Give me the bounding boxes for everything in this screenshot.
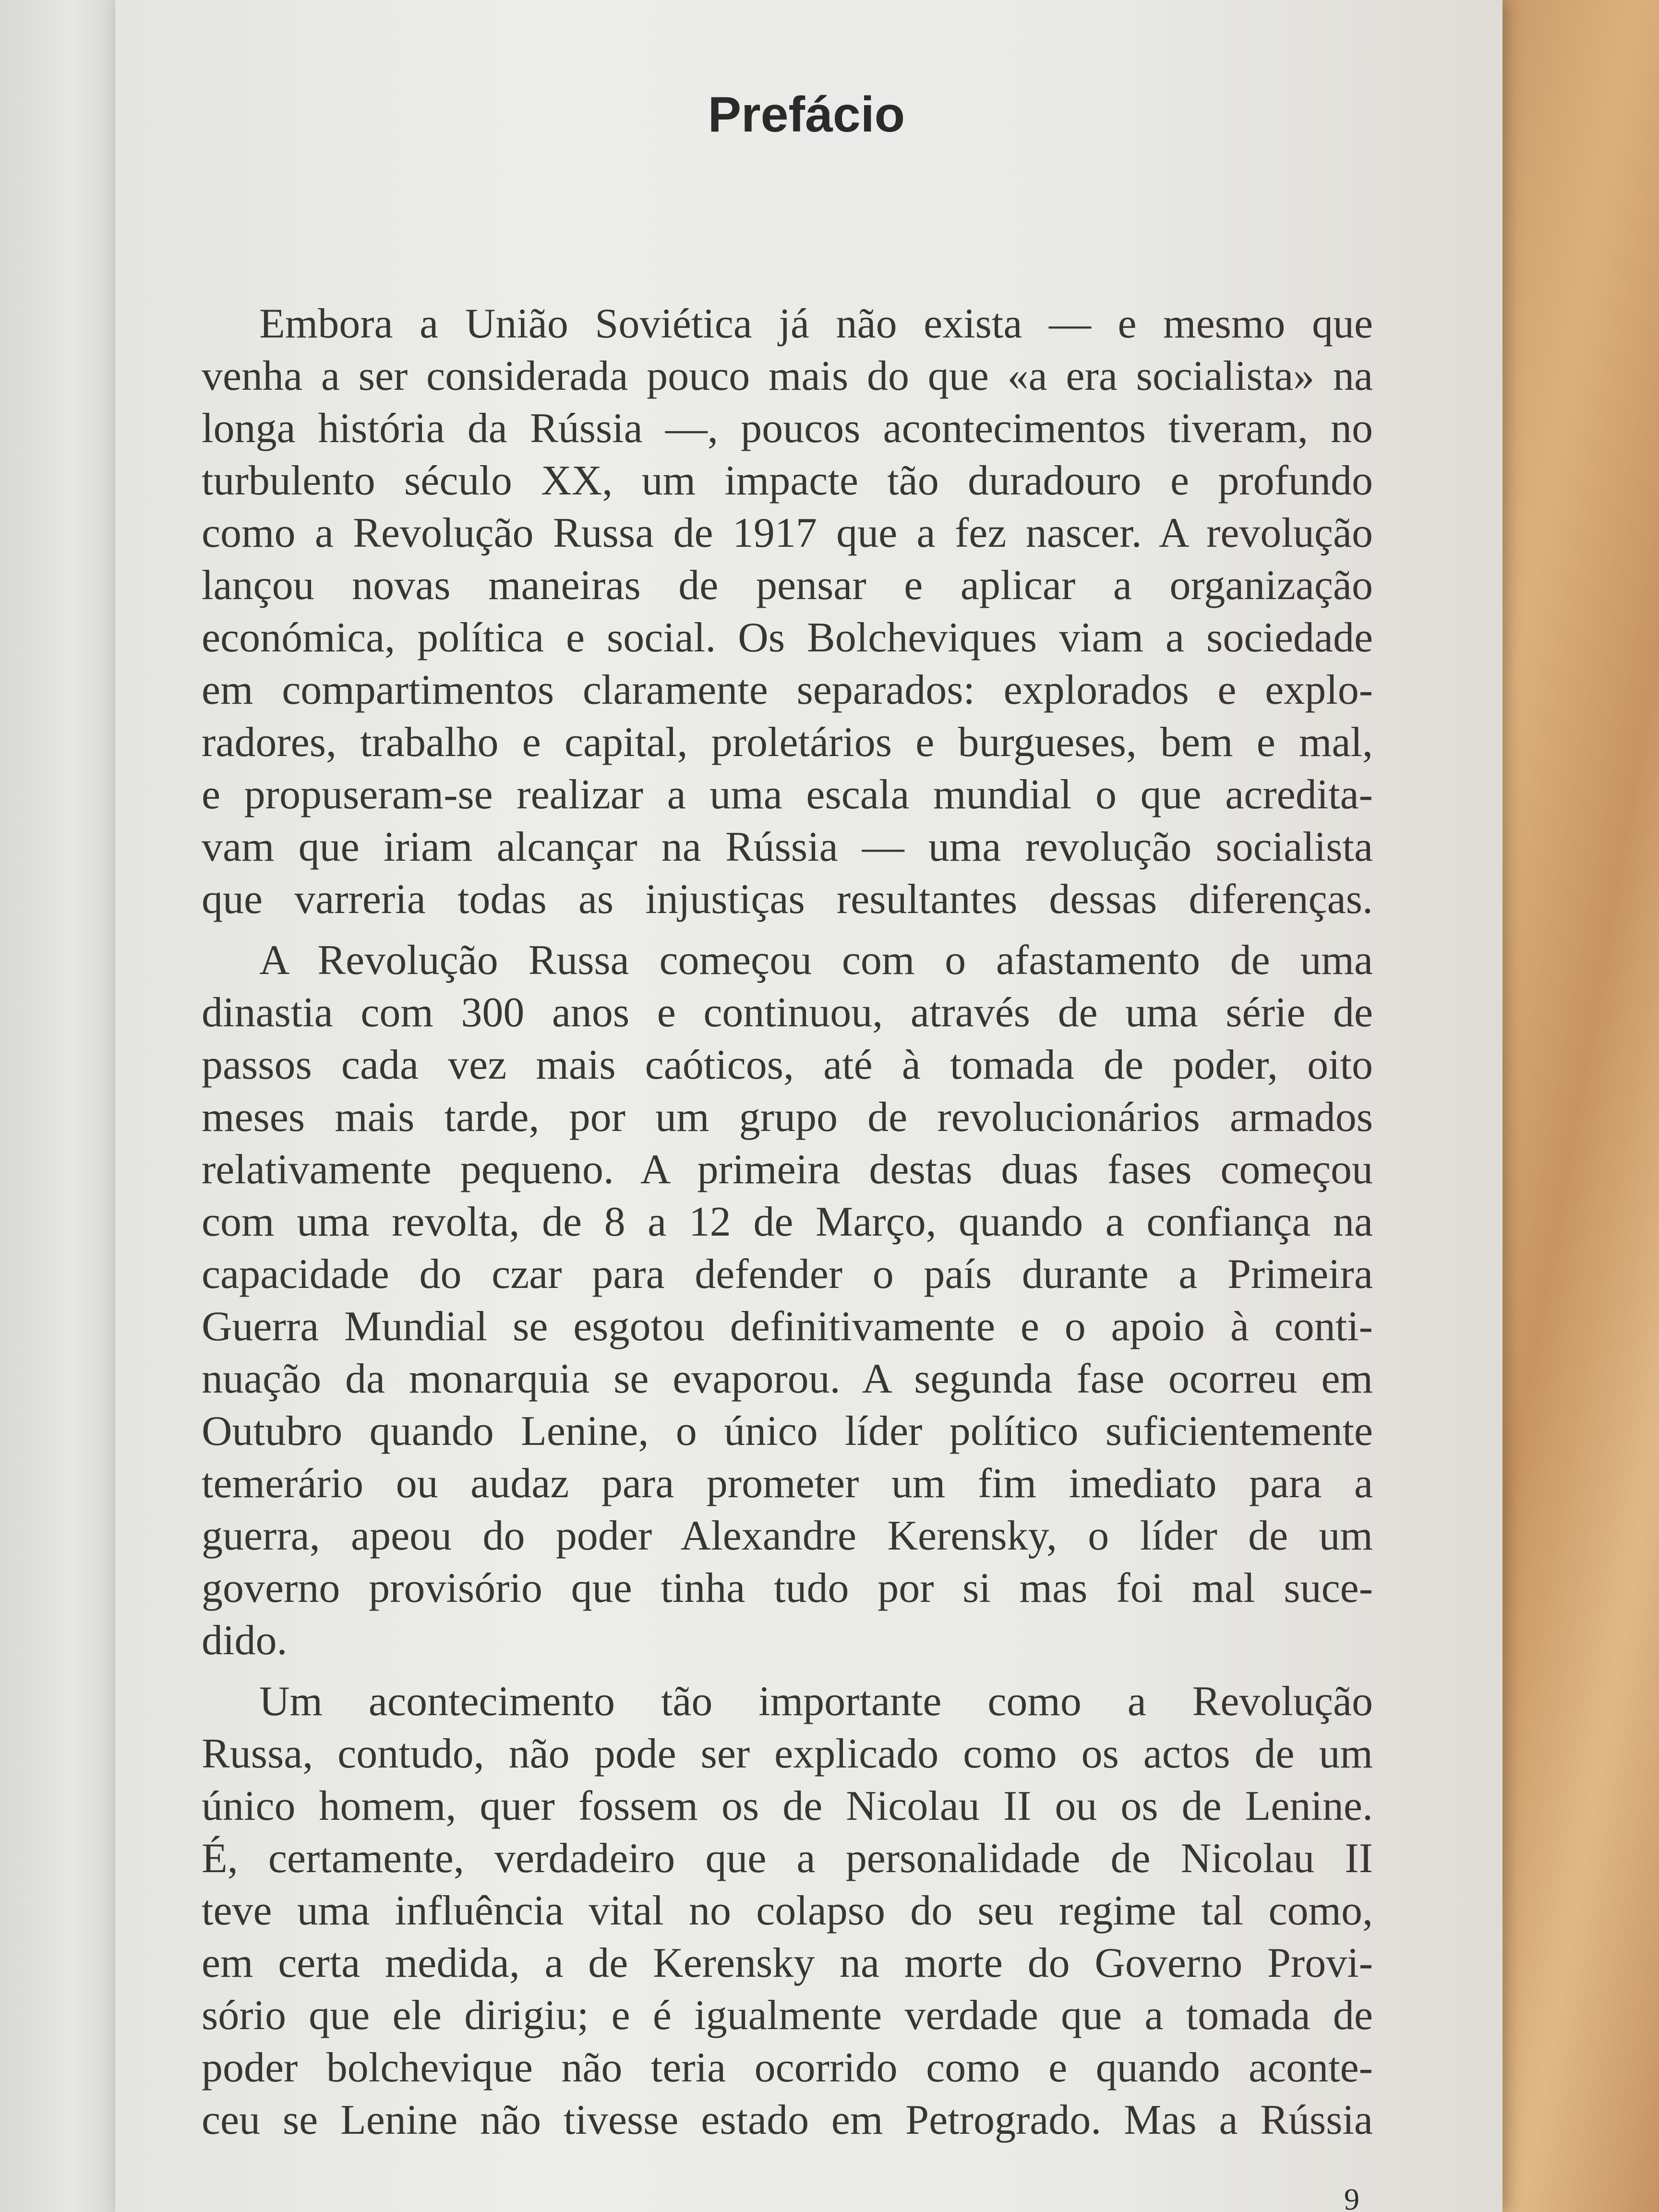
text-line: radores, trabalho e capital, proletários e burgueses, bem e mal, xyxy=(202,719,1373,766)
text-line: vam que iriam alcançar na Rússia — uma revolução socialista xyxy=(202,824,1373,870)
book-page xyxy=(115,0,1503,2212)
paragraph-2 xyxy=(202,934,1373,1667)
text-line: único homem, quer fossem os de Nicolau II ou os de Lenine. xyxy=(202,1783,1373,1829)
text-line: lançou novas maneiras de pensar e aplicar a organização xyxy=(202,562,1373,609)
text-line: teve uma influência vital no colapso do seu regime tal como, xyxy=(202,1887,1373,1934)
text-line: guerra, apeou do poder Alexandre Kerensky, o líder de um xyxy=(202,1513,1373,1559)
text-line: Russa, contudo, não pode ser explicado como os actos de um xyxy=(202,1731,1373,1777)
text-line: passos cada vez mais caóticos, até à tomada de poder, oito xyxy=(202,1042,1373,1088)
text-line: sório que ele dirigiu; e é igualmente verdade que a tomada de xyxy=(202,1992,1373,2039)
text-line: meses mais tarde, por um grupo de revolucionários armados xyxy=(202,1094,1373,1141)
body-text xyxy=(202,298,1373,2155)
text-line: com uma revolta, de 8 a 12 de Março, quando a confiança na xyxy=(202,1199,1373,1245)
text-line: poder bolchevique não teria ocorrido como e quando aconte- xyxy=(202,2044,1373,2091)
text-line: ceu se Lenine não tivesse estado em Petrogrado. Mas a Rússia xyxy=(202,2097,1373,2143)
text-line: capacidade do czar para defender o país durante a Primeira xyxy=(202,1251,1373,1298)
previous-page-edge xyxy=(0,0,125,2212)
page-title: Prefácio xyxy=(708,87,905,143)
text-line: dido. xyxy=(202,1617,288,1664)
text-line: em certa medida, a de Kerensky na morte do Governo Provi- xyxy=(202,1940,1373,1986)
text-line: Embora a União Soviética já não exista — e mesmo que xyxy=(259,301,1373,347)
text-line: que varreria todas as injustiças resultantes dessas diferenças. xyxy=(202,876,1373,923)
text-line: e propuseram-se realizar a uma escala mundial o que acredita- xyxy=(202,771,1373,818)
text-line: Outubro quando Lenine, o único líder político suficientemente xyxy=(202,1408,1373,1455)
text-line: Um acontecimento tão importante como a Revolução xyxy=(259,1678,1373,1725)
text-line: turbulento século XX, um impacte tão duradouro e profundo xyxy=(202,457,1373,504)
text-line: É, certamente, verdadeiro que a personalidade de Nicolau II xyxy=(202,1835,1373,1882)
text-line: relativamente pequeno. A primeira destas duas fases começou xyxy=(202,1146,1373,1193)
paragraph-1 xyxy=(202,298,1373,926)
text-line: longa história da Rússia —, poucos acontecimentos tiveram, no xyxy=(202,405,1373,452)
page-number: 9 xyxy=(1344,2182,1359,2212)
text-line: em compartimentos claramente separados: explorados e explo- xyxy=(202,667,1373,713)
wooden-table xyxy=(1496,0,1659,2212)
text-line: governo provisório que tinha tudo por si mas foi mal suce- xyxy=(202,1565,1373,1611)
text-line: A Revolução Russa começou com o afastamento de uma xyxy=(259,937,1373,984)
text-line: como a Revolução Russa de 1917 que a fez nascer. A revolução xyxy=(202,510,1373,556)
text-line: temerário ou audaz para prometer um fim imediato para a xyxy=(202,1460,1373,1507)
text-line: dinastia com 300 anos e continuou, através de uma série de xyxy=(202,989,1373,1036)
text-line: venha a ser considerada pouco mais do que «a era socialista» na xyxy=(202,353,1373,399)
text-line: económica, política e social. Os Bolcheviques viam a sociedade xyxy=(202,614,1373,661)
paragraph-3 xyxy=(202,1675,1373,2146)
text-line: Guerra Mundial se esgotou definitivamente e o apoio à conti- xyxy=(202,1303,1373,1350)
text-line: nuação da monarquia se evaporou. A segunda fase ocorreu em xyxy=(202,1356,1373,1402)
